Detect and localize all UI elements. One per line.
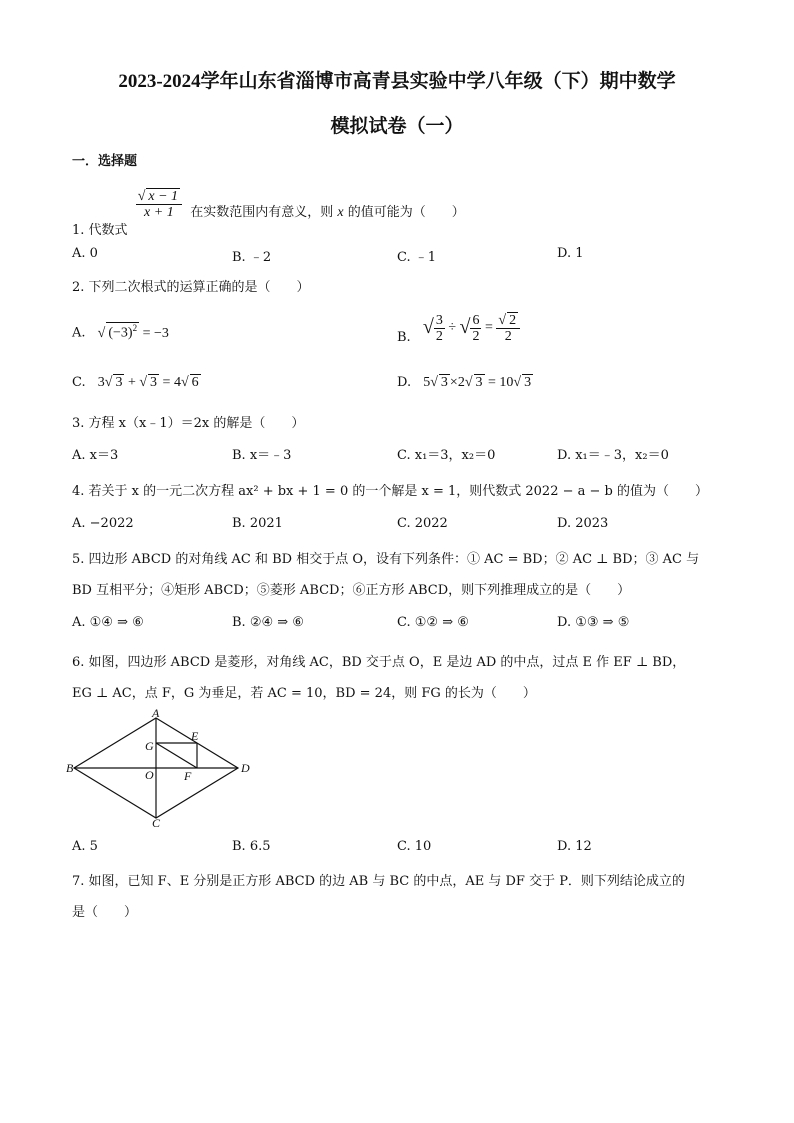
q1-radicand: x − 1 [148, 189, 179, 204]
q2-c-r2: 3 [150, 375, 158, 390]
q2-option-d[interactable] [397, 374, 533, 391]
doc-title-line2: 模拟试卷（一） [330, 116, 464, 137]
q2-b-d2: 2 [472, 328, 480, 344]
q6-option-a[interactable]: A. 5 [72, 839, 98, 854]
q2-d-label: D. [397, 375, 412, 390]
q1-option-b[interactable]: B. ﹣2 [232, 250, 272, 265]
q2-b-frac1 [434, 313, 445, 344]
q2-a-inner: (−3) [108, 325, 133, 341]
question-4: 4. 若关于 x 的一元二次方程 ax² + bx + 1 = 0 的一个解是 x = 1，则代数式 2022 − a − b 的值为（ ） [72, 484, 708, 499]
label-g: G [145, 739, 154, 753]
q2-b-frac2 [470, 313, 481, 344]
q5-option-b[interactable]: B. ②④ ⇒ ⑥ [232, 615, 304, 630]
question-6-line1: 6. 如图，四边形 ABCD 是菱形，对角线 AC，BD 交于点 O，E 是边 AD 的中点，过点 E 作 EF ⊥ BD， [72, 655, 686, 670]
q2-b-div: ÷ [448, 320, 456, 336]
q2-d-c1: 5 [423, 375, 431, 390]
q2-d-eq: = 10 [488, 375, 514, 390]
q2-c-r3: 6 [191, 375, 199, 390]
q2-c-r1: 3 [115, 375, 123, 390]
q1-frac-num: √ x − 1 [137, 189, 179, 204]
q1-frac-den: x + 1 [136, 204, 182, 220]
q5-option-d[interactable]: D. ①③ ⇒ ⑤ [557, 615, 630, 630]
q4-option-b[interactable]: B. 2021 [232, 516, 283, 531]
q3-option-c[interactable]: C. x₁＝3，x₂＝0 [397, 448, 496, 463]
q5-option-c[interactable]: C. ①② ⇒ ⑥ [397, 615, 469, 630]
q2-a-expr: √ $(-3)^2 = -3$ [97, 323, 169, 341]
q2-a-exp: 2 [132, 323, 138, 333]
q2-d-r3: 3 [524, 375, 532, 390]
q2-d-r2: 3 [475, 375, 483, 390]
q1-option-d[interactable]: D. 1 [557, 246, 584, 261]
q2-b-n3: 2 [509, 313, 517, 328]
q2-c-eq: = 4 [162, 375, 181, 390]
q1-suffix: 在实数范围内有意义，则 [190, 204, 334, 220]
q2-b-n1: 3 [435, 312, 443, 328]
q3-option-a[interactable]: A. x＝3 [72, 448, 119, 463]
label-d: D [241, 761, 250, 775]
q2-d-r1: 3 [440, 375, 448, 390]
q2-c-label: C. [72, 375, 86, 390]
question-5-line2: BD 互相平分；④矩形 ABCD；⑤菱形 ABCD；⑥正方形 ABCD，则下列推理成立的是（ ） [72, 583, 631, 598]
q2-option-c[interactable] [72, 374, 201, 391]
q6-option-c[interactable]: C. 10 [397, 839, 432, 854]
q6-option-b[interactable]: B. 6.5 [232, 839, 271, 854]
question-1 [72, 188, 465, 238]
q2-a-label: A. [72, 325, 86, 341]
q2-a-radicand [106, 322, 139, 342]
q1-suffix2: 的值可能为（ ） [347, 204, 465, 220]
q4-option-a[interactable]: A. −2022 [72, 516, 134, 531]
q2-b-d1: 2 [435, 328, 443, 344]
q2-b-label: B. [397, 330, 411, 346]
q2-d-expr: 5√ 3 ×2√ 3 = 10√ 3 [423, 375, 532, 390]
rhombus-figure [66, 708, 252, 828]
segment-fg [156, 743, 197, 768]
q1-option-c[interactable]: C. ﹣1 [397, 250, 437, 265]
q4-option-c[interactable]: C. 2022 [397, 516, 448, 531]
q3-option-b[interactable]: B. x＝﹣3 [232, 448, 292, 463]
q2-b-eq: = [484, 320, 493, 336]
q2-option-b[interactable] [397, 312, 520, 344]
q1-prefix: 代数式 [88, 222, 128, 238]
q2-c-expr: 3√ 3 + √ 3 = 4√ 6 [97, 375, 199, 390]
question-2: 2. 下列二次根式的运算正确的是（ ） [72, 280, 310, 295]
question-3: 3. 方程 x（x﹣1）＝2x 的解是（ ） [72, 416, 305, 431]
section-heading: 一．选择题 [72, 154, 138, 169]
question-5-line1: 5. 四边形 ABCD 的对角线 AC 和 BD 相交于点 O，设有下列条件：① AC = BD；② AC ⊥ BD；③ AC 与 [72, 552, 700, 567]
q4-option-d[interactable]: D. 2023 [557, 516, 609, 531]
q2-b-expr: √ $\frac{3}{2}$ ÷ √ $\frac{6}{2}$ = $\frac{√ 2}{2}$ [423, 320, 520, 335]
question-7-line2: 是（ ） [72, 905, 138, 920]
doc-title-line1: 2023-2024学年山东省淄博市高青县实验中学八年级（下）期中数学 [118, 71, 676, 92]
q6-option-d[interactable]: D. 12 [557, 839, 592, 854]
label-o: O [145, 768, 154, 782]
q2-option-a[interactable] [72, 322, 169, 342]
question-6-line2: EG ⊥ AC，点 F，G 为垂足，若 AC = 10，BD = 24，则 FG 的长为（ ） [72, 686, 536, 701]
label-e: E [191, 729, 199, 743]
q1-fraction [136, 188, 182, 220]
label-f: F [184, 769, 192, 783]
q2-c-plus: + [127, 375, 136, 390]
q2-d-times: ×2 [449, 375, 465, 390]
q3-option-d[interactable]: D. x₁＝﹣3，x₂＝0 [557, 448, 669, 463]
q1-var: x [337, 204, 344, 220]
question-7-line1: 7. 如图，已知 F、E 分别是正方形 ABCD 的边 AB 与 BC 的中点，AE 与 DF 交于 P．则下列结论成立的 [72, 874, 685, 889]
label-c: C [152, 816, 161, 828]
q2-b-d3: 2 [504, 329, 512, 344]
label-b: B [66, 761, 74, 775]
q5-option-a[interactable]: A. ①④ ⇒ ⑥ [72, 615, 144, 630]
q2-b-frac3: $\frac{√ 2}{2}$ [496, 312, 520, 344]
label-a: A [152, 708, 160, 720]
q2-c-c1: 3 [97, 375, 105, 390]
q1-number: 1. [72, 222, 85, 238]
q2-b-n2: 6 [472, 312, 480, 328]
q1-option-a[interactable]: A. 0 [72, 246, 98, 261]
q2-a-rhs: = −3 [142, 325, 169, 341]
